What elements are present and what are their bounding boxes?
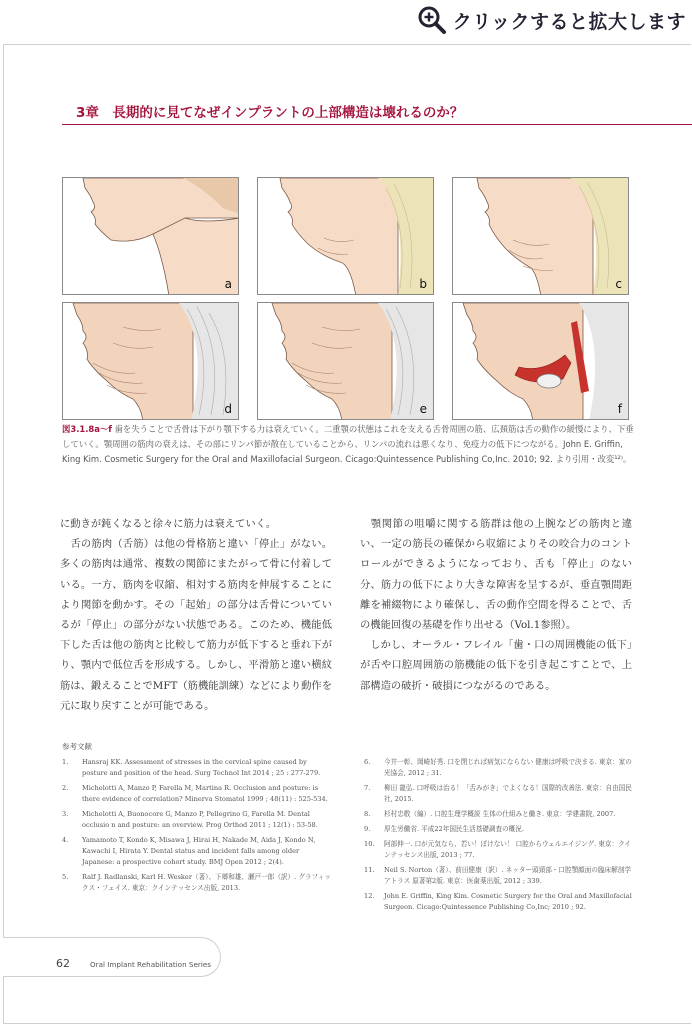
panel-letter: e (419, 402, 427, 416)
reference-item (364, 839, 634, 861)
profile-illustration-a (63, 178, 239, 295)
reference-text: 阿部伸一. 口が元気なら、若い！ぼけない！ 口腔からウェルエイジング. 東京：クインテッセンス出版, 2013 ; 77. (384, 839, 631, 859)
reference-number: 2. (62, 784, 69, 792)
figure-panel-e (257, 302, 434, 420)
figure-panel-d (62, 302, 239, 420)
paragraph: 舌の筋肉（舌筋）は他の骨格筋と違い「停止」がない。多くの筋肉は通常、複数の関節にまたがって骨に付着している。一方、筋肉を収縮、相対する筋肉を伸展することにより関節を動かす。その「起始」の部分は舌骨についているが「停止」の部分がない状態である。このため、機能低下した舌は他の筋肉と比較して筋力が低下すると垂れ下がり、顎内で低位舌を形成する。しかし、平滑筋と違い横紋筋は、鍛えることでMFT（筋機能訓練）などにより動作を元に取り戻すことが可能である。 (60, 538, 332, 712)
figure-panel-a (62, 177, 239, 295)
references-right (364, 757, 634, 917)
chapter-title-rule (62, 124, 692, 125)
reference-item (62, 872, 332, 894)
paragraph: しかし、オーラル・フレイル「歯・口の周囲機能の低下」が舌や口腔周囲筋の筋機能の低下を引き起こすことで、上部構造の破折・破損につながるのである。 (360, 639, 632, 692)
reference-item (364, 809, 634, 820)
panel-letter: f (617, 402, 622, 416)
panel-letter: b (419, 277, 427, 291)
reference-text: 杉村忠敬（編）. 口腔生理学概説 生体の仕組みと働き. 東京：学建書院, 2007. (384, 810, 616, 818)
reference-number: 7. (364, 784, 371, 792)
figure-panel-c (452, 177, 629, 295)
reference-item (364, 891, 634, 913)
reference-item (364, 757, 634, 779)
profile-illustration-d (63, 303, 239, 420)
panel-letter: c (615, 277, 622, 291)
paragraph: に動きが鈍くなると徐々に筋力は衰えていく。 (60, 518, 277, 530)
reference-number: 6. (364, 758, 371, 766)
reference-number: 5. (62, 873, 69, 882)
reference-item (62, 835, 332, 869)
reference-number: 12. (364, 891, 375, 900)
figure-panel-b (257, 177, 434, 295)
reference-number: 4. (62, 836, 69, 844)
reference-text: 柳田 龍弘. 口呼吸は治る！「舌みがき」でよくなる！国際的改善法. 東京：自由国民社, 2015. (384, 784, 632, 804)
zoom-button[interactable] (417, 5, 686, 35)
reference-text: Neil S. Norton（著）、前田健康（訳）. ネッター頭頸部・口腔顎顔面の臨床解剖学アトラス 原著第2版. 東京：医歯薬出版, 2012 ; 339. (384, 865, 631, 885)
reference-item (364, 824, 634, 835)
reference-item (62, 783, 332, 805)
reference-item (62, 809, 332, 831)
reference-number: 11. (364, 865, 375, 874)
series-name: Oral Implant Rehabilitation Series (90, 960, 212, 969)
paragraph: 顎関節の咀嚼に関する筋群は他の上腕などの筋肉と違い、一定の筋長の確保から収縮によりその咬合力のコントロールができるようになっており、舌も「停止」のない分、筋力の低下により大きな障害を呈するが、垂直顎間距離を補綴物により確保し、舌の動作空間を得ることで、舌の機能回復の基礎を作り出せる（Vol.1参照）。 (360, 518, 632, 632)
profile-illustration-e (258, 303, 434, 420)
panel-letter: a (224, 277, 232, 291)
reference-number: 3. (62, 810, 69, 818)
reference-number: 9. (364, 824, 371, 833)
book-page (3, 44, 691, 1024)
reference-text: 厚生労働省. 平成22年国民生活基礎調査の概況. (384, 824, 524, 833)
reference-text: 今井一彰、岡崎好秀. 口を閉じれば病気にならない 健康は呼吸で決まる. 東京：家の光協会, 2012 ; 31. (384, 758, 632, 778)
figure-caption-text: 歯を失うことで舌骨は下がり顎下する力は衰えていく。二重顎の状態はこれを支える舌骨周囲の筋、広頚筋は舌の動作の緩慢により、下垂していく。顎周囲の筋肉の衰えは、その部にリンパ節が散在していることから、リンパの流れは悪くなり、免疫力の低下につながる。John E. Griffin, King Kim. Cosmetic Surgery for the Oral and Maxillofacial Surgeon. Cicago:Quintessence Publishing Co,Inc. 2010; 92. より引用・改変¹²⁾。 (62, 424, 634, 464)
page-number: 62 (56, 957, 70, 970)
reference-text: Michelotti A, Manzo P, Farella M, Martina R. Occlusion and posture: is there evidence of correlation? Minerva Stomatol 1999 ; 48(11) : 525-534. (82, 784, 328, 804)
reference-text: Hansraj KK. Assessment of stresses in the cervical spine caused by posture and position of the head. Surg Technol Int 2014 ; 25 : 277-279. (82, 758, 321, 778)
profile-illustration-f (453, 303, 629, 420)
reference-number: 10. (364, 839, 375, 848)
reference-text: Michelotti A, Buonocore G, Manzo P, Pellegrino G, Farella M. Dental occlusio n and posture: an overview. Prog Orthod 2011 ; 12(1) : 53-58. (82, 810, 318, 830)
zoom-label: クリックすると拡大します (452, 10, 686, 33)
body-column-left (60, 514, 332, 716)
reference-text: Ralf J. Radlanski, Karl H. Wesker（著）、下郷和雄、瀬戸一郎（訳）. グラフィックス・フェイス. 東京：クインテッセンス出版, 2013. (82, 873, 331, 893)
chapter-title: 3章 長期的に見てなぜインプラントの上部構造は壊れるのか？ (76, 105, 464, 121)
reference-text: John E. Griffin, King Kim. Cosmetic Surgery for the Oral and Maxillofacial Surgeon. Cicago:Quintessence Publishing Co,Inc; 2010 ; 92. (384, 891, 632, 911)
panel-letter: d (224, 402, 232, 416)
reference-number: 8. (364, 810, 371, 818)
footer-tab (3, 937, 221, 977)
profile-illustration-b (258, 178, 434, 295)
references-title: 参考文献 (62, 742, 92, 751)
reference-item (364, 783, 634, 805)
reference-number: 1. (62, 758, 69, 766)
profile-illustration-c (453, 178, 629, 295)
zoom-bar (0, 0, 692, 40)
references-left (62, 757, 332, 898)
zoom-in-magnifier-icon (417, 5, 447, 35)
reference-item (364, 865, 634, 887)
figure-caption (62, 422, 634, 467)
figure-panel-f (452, 302, 629, 420)
reference-text: Yamamoto T, Kondo K, Misawa J, Hirai H, Nakade M, Aida J, Kondo N, Kawachi I, Hirata Y. Dental status and incident falls among older Japanese: a prospective cohort study. BMJ Open 2012 ; 2(4). (82, 836, 316, 867)
figure-caption-label: 図3.1.8a〜f (62, 424, 112, 434)
reference-item (62, 757, 332, 779)
body-column-right (360, 514, 632, 696)
